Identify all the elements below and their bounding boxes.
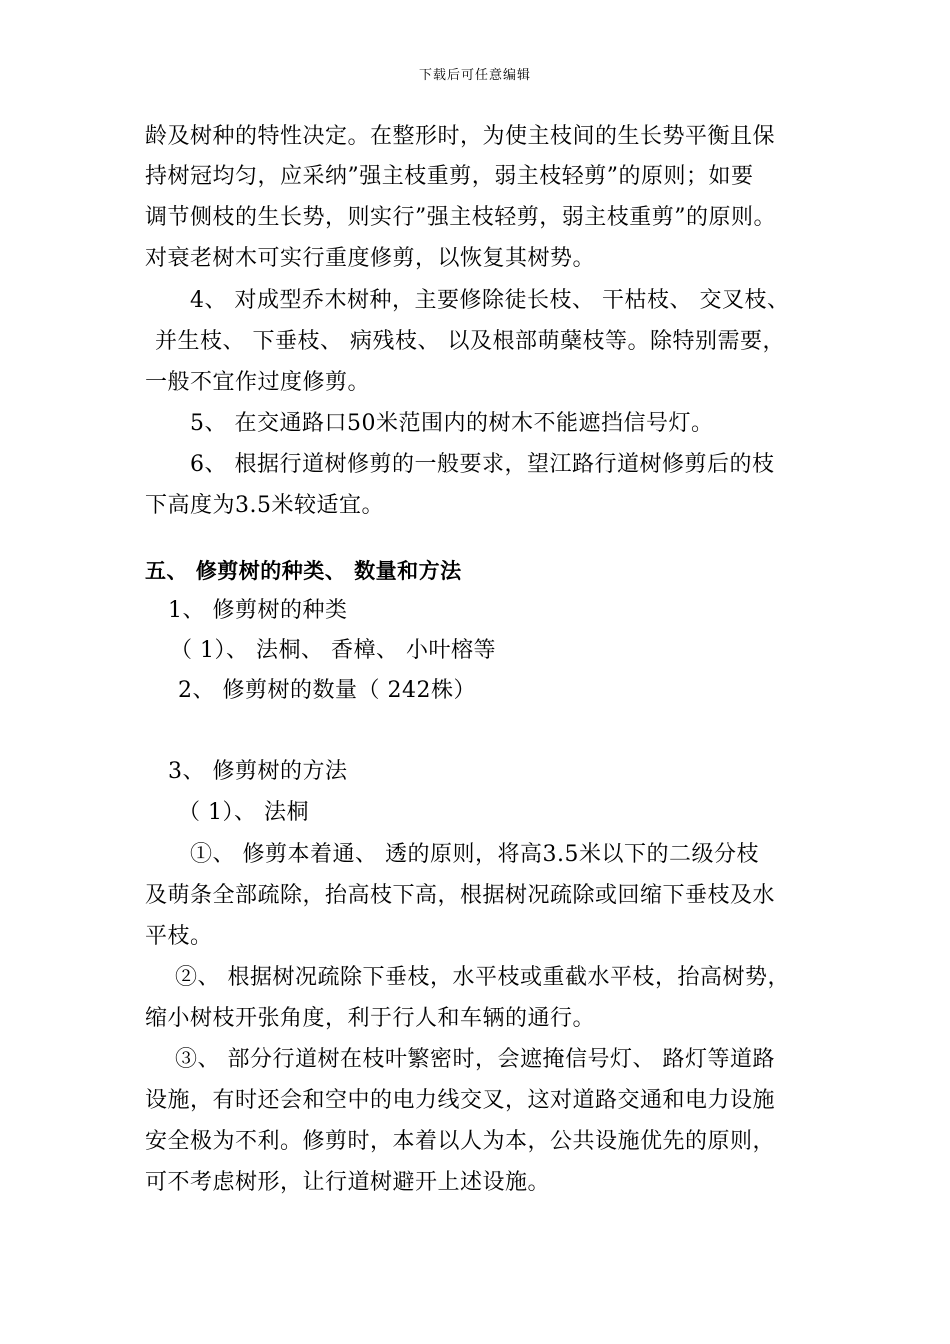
item-4-line-3: 一般不宜作过度修剪。 (145, 370, 371, 395)
point-1-line-3: 平枝。 (145, 924, 213, 949)
paragraph-line-4: 对衰老树木可实行重度修剪，以恢复其树势。 (145, 246, 596, 271)
item-4-line-2: 并生枝、 下垂枝、 病残枝、 以及根部萌蘖枝等。除特别需要， (155, 329, 785, 354)
subsection-1: 1、 修剪树的种类 (168, 598, 348, 623)
point-3-line-1: ③、 部分行道树在枝叶繁密时，会遮掩信号灯、 路灯等道路 (175, 1047, 775, 1072)
paragraph-line-2: 持树冠均匀，应采纳”强主枝重剪，弱主枝轻剪”的原则；如要 (145, 164, 754, 189)
section-heading: 五、 修剪树的种类、 数量和方法 (145, 559, 462, 583)
subsection-2: 2、 修剪树的数量（ 242株） (178, 678, 476, 703)
point-2-line-1: ②、 根据树况疏除下垂枝，水平枝或重截水平枝，抬高树势， (175, 965, 790, 990)
paragraph-line-1: 龄及树种的特性决定。在整形时，为使主枝间的生长势平衡且保 (145, 124, 776, 149)
page-header: 下载后可任意编辑 (418, 68, 531, 83)
subsection-3: 3、 修剪树的方法 (168, 759, 348, 784)
point-3-line-2: 设施，有时还会和空中的电力线交叉，这对道路交通和电力设施 (145, 1088, 776, 1113)
item-4-line-1: 4、 对成型乔木树种，主要修除徒长枝、 干枯枝、 交叉枝、 (190, 288, 790, 313)
subsection-3-item: （ 1）、 法桐 (178, 800, 309, 825)
paragraph-line-3: 调节侧枝的生长势，则实行”强主枝轻剪，弱主枝重剪”的原则。 (145, 205, 776, 230)
item-6-line-2: 下高度为3.5米较适宜。 (145, 493, 384, 518)
point-2-line-2: 缩小树枝开张角度，利于行人和车辆的通行。 (145, 1006, 596, 1031)
point-1-line-2: 及萌条全部疏除，抬高枝下高，根据树况疏除或回缩下垂枝及水 (145, 883, 776, 908)
point-3-line-3: 安全极为不利。修剪时，本着以人为本，公共设施优先的原则， (145, 1129, 776, 1154)
item-5: 5、 在交通路口50米范围内的树木不能遮挡信号灯。 (190, 411, 714, 436)
point-1-line-1: ①、 修剪本着通、 透的原则，将高3.5米以下的二级分枝 (190, 842, 759, 867)
subsection-1-item: （ 1）、 法桐、 香樟、 小叶榕等 (170, 638, 496, 663)
point-3-line-4: 可不考虑树形，让行道树避开上述设施。 (145, 1170, 551, 1195)
item-6-line-1: 6、 根据行道树修剪的一般要求，望江路行道树修剪后的枝 (190, 452, 775, 477)
